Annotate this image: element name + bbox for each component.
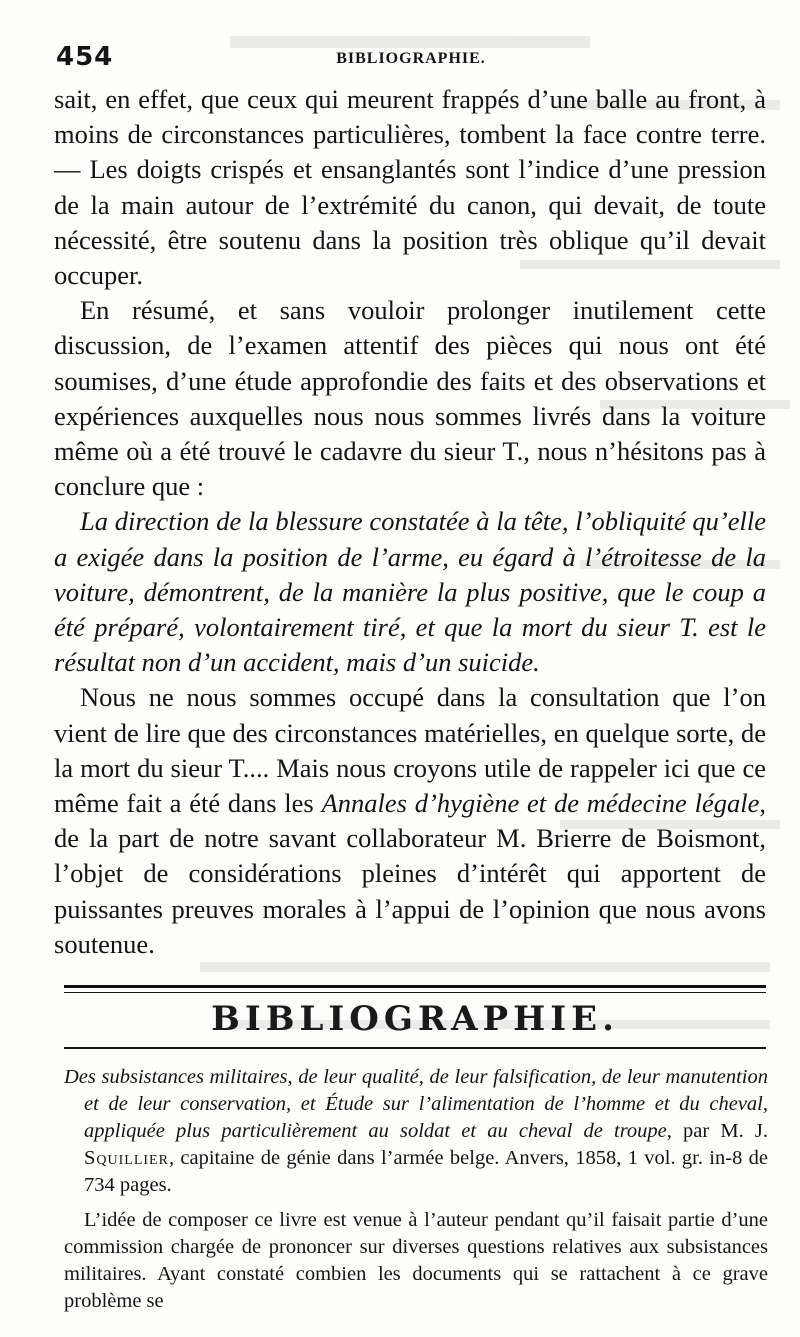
paragraph-2: En résumé, et sans vouloir prolonger inutilement cette discussion, de l’examen attentif des pièces qui nous ont été soumises, d’une étude approfondie des faits et des observations et expériences auxquelles nous nous sommes livrés dans la voiture même où a été trouvé le cadavre du sieur T., nous n’hésitons pas à conclure que : — [54, 295, 766, 502]
citation-by: , par M. J. — [666, 1120, 768, 1142]
review-text: L’idée de composer ce livre est venue à l’auteur pendant qu’il faisait partie d’une commission chargée de prononcer sur diverses questions relatives aux subsistances militaires. Ayant constaté combien les documents qui se rattachent à ce grave problème se — [64, 1209, 768, 1312]
section-bottom-rule — [64, 1047, 766, 1049]
running-head: BIBLIOGRAPHIE. — [336, 50, 486, 67]
paragraph-4-part-2: , de la part de notre savant collaborateur M. Brierre de Boismont, l’objet de considérations pleines d’intérêt qui apportent de puissantes preuves morales à l’appui de l’opinion que nous avons soutenue. — [54, 788, 766, 959]
book-title: Des subsistances militaires, de leur qualité, de leur falsification, de leur manutention et de leur conservation, et Étude sur l’alimentation de l’homme et du cheval, appliquée plus particulièrement au soldat et au cheval de troupe — [64, 1066, 768, 1142]
annales-title: Annales d’hygiène et de médecine légale — [321, 788, 760, 819]
section-title: BIBLIOGRAPHIE. — [211, 999, 619, 1039]
main-text — [54, 82, 766, 962]
page-header — [56, 42, 766, 72]
citation-details: , capitaine de génie dans l’armée belge. Anvers, 1858, 1 vol. gr. in-8 de 734 pages. — [84, 1147, 768, 1196]
book-author: Squillier — [84, 1147, 169, 1169]
section-separator — [64, 975, 766, 1055]
paragraph-4-part-1: Nous ne nous sommes occupé dans la consultation que l’on vient de lire que des circonstances matérielles, en quelque sorte, de la mort du sieur T.... Mais nous croyons utile de rappeler ici que ce même fait a été dans les — [54, 682, 766, 819]
paragraph-1: sait, en effet, que ceux qui meurent frappés d’une balle au front, à moins de circonstances particulières, tombent la face contre terre. — Les doigts crispés et ensanglantés sont l’indice d’une pression de la main autour de l’extrémité du canon, qui devait, de toute nécessité, être soutenu dans la position très oblique qu’il devait occuper. — [54, 84, 766, 291]
conclusion-paragraph: La direction de la blessure constatée à la tête, l’obliquité qu’elle a exigée dans la position de l’arme, eu égard à l’étroitesse de la voiture, démontrent, de la manière la plus positive, que le coup a été préparé, volontairement tiré, et que la mort du sieur T. est le résultat non d’un accident, mais d’un suicide. — [54, 506, 766, 678]
paragraph-4 — [54, 680, 766, 962]
section-top-rule — [64, 985, 766, 993]
book-citation — [64, 1064, 768, 1199]
bibliography-section — [64, 1064, 768, 1315]
page-number: 454 — [56, 42, 114, 72]
